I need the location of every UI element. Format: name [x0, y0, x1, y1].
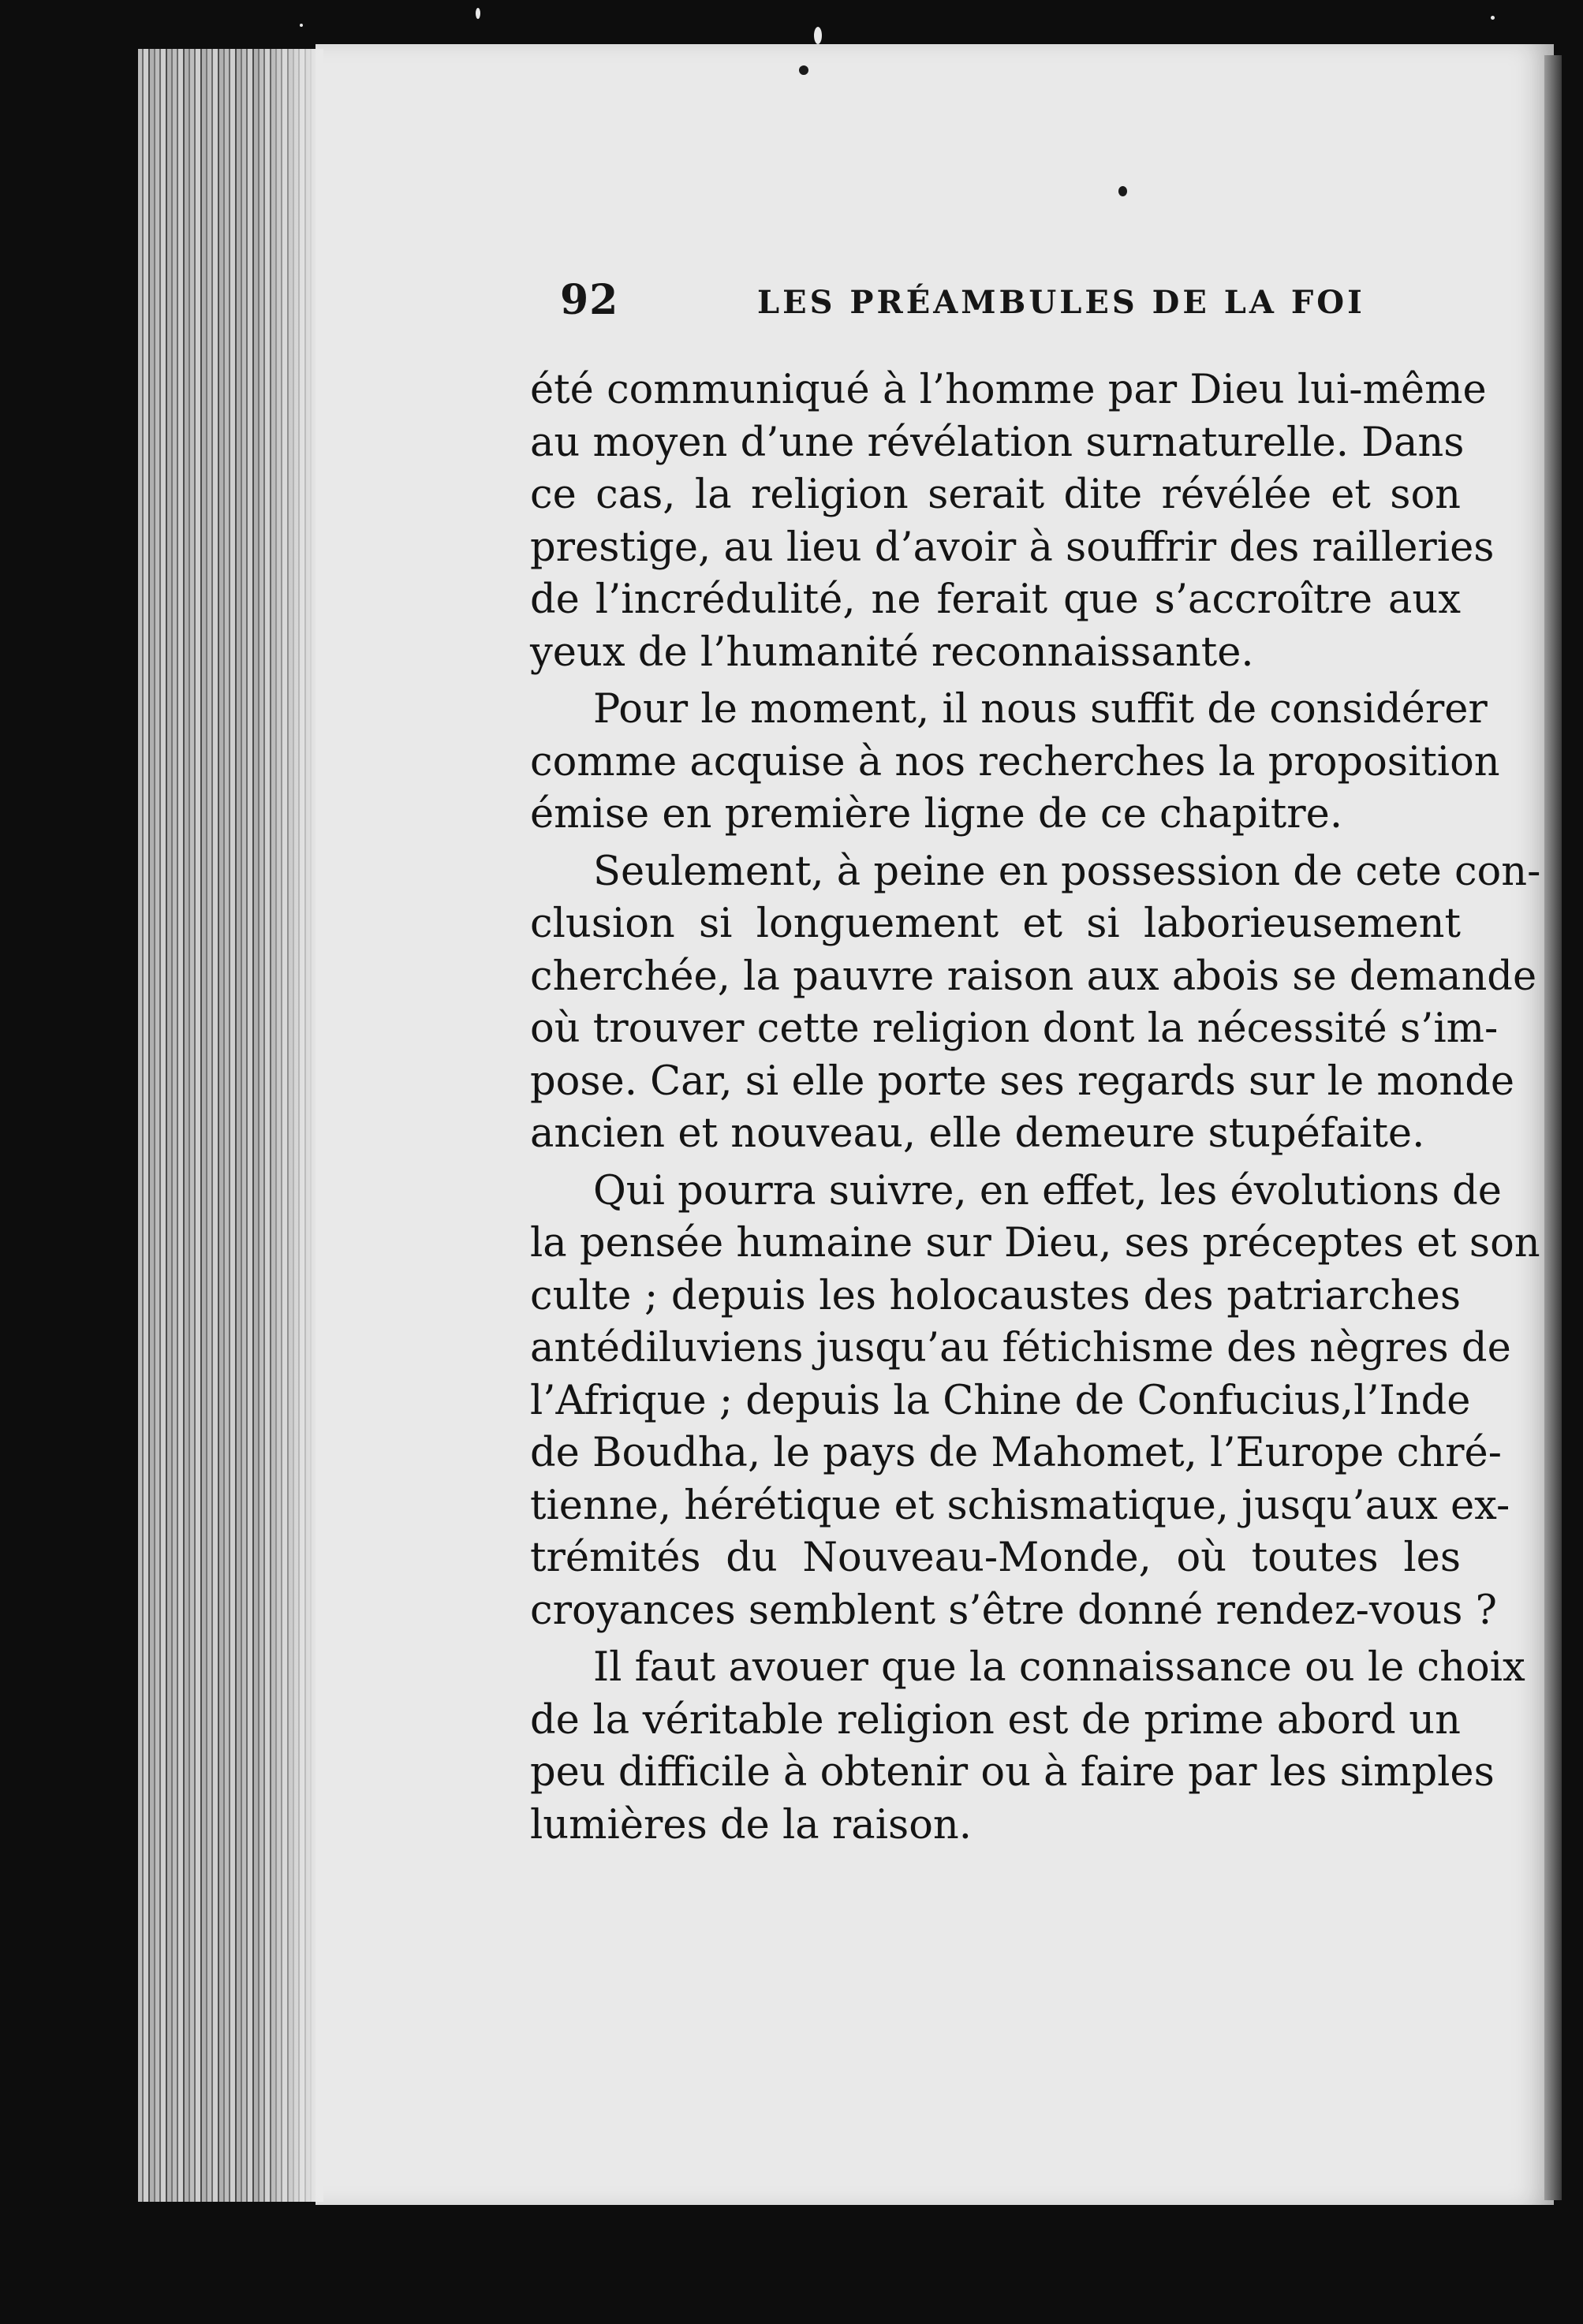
page-number: 92 — [560, 276, 619, 324]
page-blemish — [799, 65, 808, 75]
scan-speck — [300, 24, 303, 27]
text-line: prestige, au lieu d’avoir à souffrir des railleries — [530, 524, 1495, 571]
scan-speck — [814, 27, 822, 44]
text-line: de Boudha, le pays de Mahomet, l’Europe chré- — [530, 1430, 1502, 1476]
body-text — [530, 364, 1541, 1852]
page-blemish — [1118, 186, 1127, 196]
paragraph — [530, 364, 1495, 679]
text-line: de la véritable religion est de prime abord un — [530, 1696, 1461, 1744]
text-line: ancien et nouveau, elle demeure stupéfaite. — [530, 1110, 1425, 1157]
text-line: yeux de l’humanité reconnaissante. — [530, 629, 1254, 676]
paragraph — [530, 1642, 1525, 1852]
text-line: pose. Car, si elle porte ses regards sur le monde — [530, 1058, 1515, 1105]
text-line: clusion si longuement et si laborieusement — [530, 901, 1461, 947]
text-line: antédiluviens jusqu’au fétichisme des nègres de — [530, 1325, 1511, 1371]
text-line: Seulement, à peine en possession de cete con- — [593, 848, 1541, 895]
text-line: la pensée humaine sur Dieu, ses préceptes et son — [530, 1220, 1540, 1266]
running-title: LES PRÉAMBULES DE LA FOI — [757, 284, 1365, 321]
text-line: cherchée, la pauvre raison aux abois se demande — [530, 953, 1537, 1000]
text-line: culte ; depuis les holocaustes des patriarches — [530, 1272, 1461, 1319]
text-line: comme acquise à nos recherches la proposition — [530, 738, 1500, 785]
text-line: Pour le moment, il nous suffit de considérer — [593, 686, 1488, 733]
text-line: lumières de la raison. — [530, 1801, 972, 1848]
text-line: émise en première ligne de ce chapitre. — [530, 791, 1343, 837]
page-gutter-shadow — [260, 49, 323, 2202]
text-line: tienne, hérétique et schismatique, jusqu’aux ex- — [530, 1482, 1510, 1529]
paragraph — [530, 684, 1500, 841]
text-line: au moyen d’une révélation surnaturelle. Dans — [530, 419, 1465, 466]
text-line: de l’incrédulité, ne ferait que s’accroître aux — [530, 576, 1461, 623]
scan-speck — [476, 8, 480, 19]
scan-speck — [1491, 16, 1495, 20]
text-line: Il faut avouer que la connaissance ou le choix — [593, 1644, 1525, 1691]
text-line: été communiqué à l’homme par Dieu lui-même — [530, 367, 1487, 413]
running-header — [560, 276, 1506, 339]
paragraph — [530, 846, 1541, 1161]
paragraph — [530, 1166, 1540, 1638]
text-line: l’Afrique ; depuis la Chine de Confucius,l’Inde — [530, 1377, 1471, 1424]
text-line: peu difficile à obtenir ou à faire par les simples — [530, 1749, 1495, 1796]
text-line: trémités du Nouveau-Monde, où toutes les — [530, 1535, 1461, 1581]
text-line: Qui pourra suivre, en effet, les évolutions de — [593, 1167, 1502, 1214]
text-line: où trouver cette religion dont la nécessité s’im- — [530, 1005, 1499, 1052]
page-right-edge — [1544, 55, 1562, 2200]
text-line: croyances semblent s’être donné rendez-vous ? — [530, 1587, 1497, 1634]
text-line: ce cas, la religion serait dite révélée et son — [530, 472, 1461, 518]
